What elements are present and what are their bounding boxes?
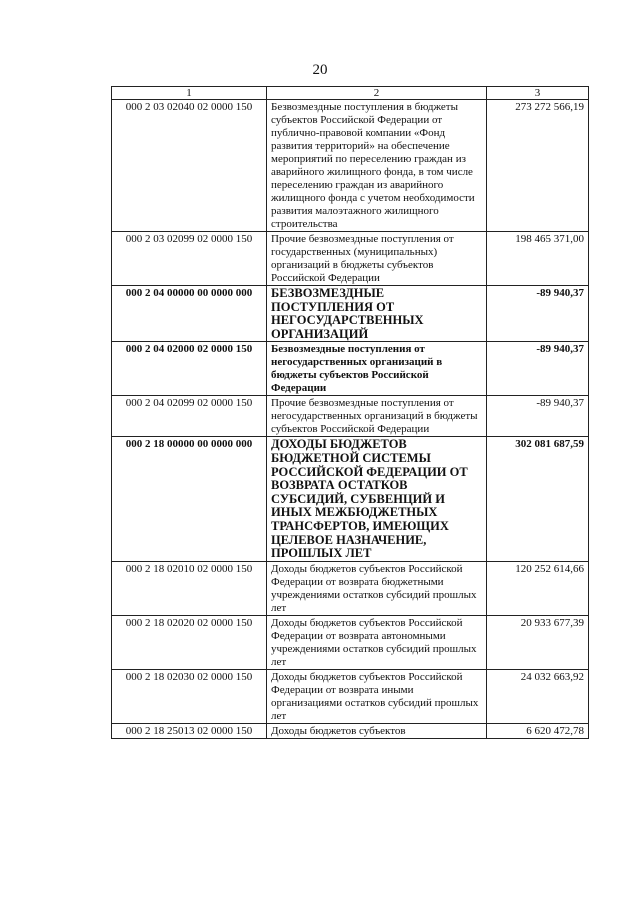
budget-code: 000 2 03 02099 02 0000 150 bbox=[112, 232, 267, 286]
budget-amount: 120 252 614,66 bbox=[487, 561, 589, 615]
budget-code: 000 2 04 02000 02 0000 150 bbox=[112, 342, 267, 396]
budget-amount: -89 940,37 bbox=[487, 286, 589, 342]
budget-description: БЕЗВОЗМЕЗДНЫЕ ПОСТУПЛЕНИЯ ОТ НЕГОСУДАРСТВЕННЫХ ОРГАНИЗАЦИЙ bbox=[267, 286, 487, 342]
budget-description: Доходы бюджетов субъектов bbox=[267, 723, 487, 738]
budget-amount: 6 620 472,78 bbox=[487, 723, 589, 738]
budget-code: 000 2 18 25013 02 0000 150 bbox=[112, 723, 267, 738]
budget-amount: 273 272 566,19 bbox=[487, 100, 589, 232]
table-row bbox=[112, 286, 589, 342]
budget-description: Доходы бюджетов субъектов Российской Федерации от возврата иными организациями остатков субсидий прошлых лет bbox=[267, 669, 487, 723]
table-row bbox=[112, 396, 589, 437]
table-row bbox=[112, 100, 589, 232]
budget-description: Безвозмездные поступления в бюджеты субъектов Российской Федерации от публично-правовой компании «Фонд развития территорий» на обеспечение мероприятий по переселению граждан из аварийного жилищного фонда, в том числе переселению граждан из аварийного жилищного фонда с учетом необходимости развития малоэтажного жилищного строительства bbox=[267, 100, 487, 232]
budget-description: Прочие безвозмездные поступления от негосударственных организаций в бюджеты субъектов Российской Федерации bbox=[267, 396, 487, 437]
page-number: 20 bbox=[312, 62, 328, 78]
table-row bbox=[112, 723, 589, 738]
budget-code: 000 2 04 02099 02 0000 150 bbox=[112, 396, 267, 437]
table-row bbox=[112, 615, 589, 669]
revenue-table bbox=[111, 86, 589, 739]
budget-amount: -89 940,37 bbox=[487, 396, 589, 437]
budget-amount: 198 465 371,00 bbox=[487, 232, 589, 286]
budget-description: Прочие безвозмездные поступления от государственных (муниципальных) организаций в бюджеты субъектов Российской Федерации bbox=[267, 232, 487, 286]
budget-description: ДОХОДЫ БЮДЖЕТОВ БЮДЖЕТНОЙ СИСТЕМЫ РОССИЙСКОЙ ФЕДЕРАЦИИ ОТ ВОЗВРАТА ОСТАТКОВ СУБСИДИЙ, СУБВЕНЦИЙ И ИНЫХ МЕЖБЮДЖЕТНЫХ ТРАНСФЕРТОВ, ИМЕЮЩИХ ЦЕЛЕВОЕ НАЗНАЧЕНИЕ, ПРОШЛЫХ ЛЕТ bbox=[267, 437, 487, 561]
table-row bbox=[112, 669, 589, 723]
budget-code: 000 2 18 02010 02 0000 150 bbox=[112, 561, 267, 615]
budget-amount: 24 032 663,92 bbox=[487, 669, 589, 723]
budget-description: Безвозмездные поступления от негосударственных организаций в бюджеты субъектов Российской Федерации bbox=[267, 342, 487, 396]
budget-code: 000 2 18 00000 00 0000 000 bbox=[112, 437, 267, 561]
budget-amount: 20 933 677,39 bbox=[487, 615, 589, 669]
budget-description: Доходы бюджетов субъектов Российской Федерации от возврата бюджетными учреждениями остатков субсидий прошлых лет bbox=[267, 561, 487, 615]
table-header-row bbox=[112, 87, 589, 100]
column-header-description: 2 bbox=[267, 87, 487, 100]
budget-code: 000 2 03 02040 02 0000 150 bbox=[112, 100, 267, 232]
budget-amount: -89 940,37 bbox=[487, 342, 589, 396]
table-row bbox=[112, 342, 589, 396]
column-header-code: 1 bbox=[112, 87, 267, 100]
budget-code: 000 2 18 02020 02 0000 150 bbox=[112, 615, 267, 669]
table-row bbox=[112, 561, 589, 615]
budget-code: 000 2 18 02030 02 0000 150 bbox=[112, 669, 267, 723]
budget-code: 000 2 04 00000 00 0000 000 bbox=[112, 286, 267, 342]
table-row bbox=[112, 232, 589, 286]
column-header-amount: 3 bbox=[487, 87, 589, 100]
budget-description: Доходы бюджетов субъектов Российской Федерации от возврата автономными учреждениями остатков субсидий прошлых лет bbox=[267, 615, 487, 669]
budget-amount: 302 081 687,59 bbox=[487, 437, 589, 561]
table-row bbox=[112, 437, 589, 561]
